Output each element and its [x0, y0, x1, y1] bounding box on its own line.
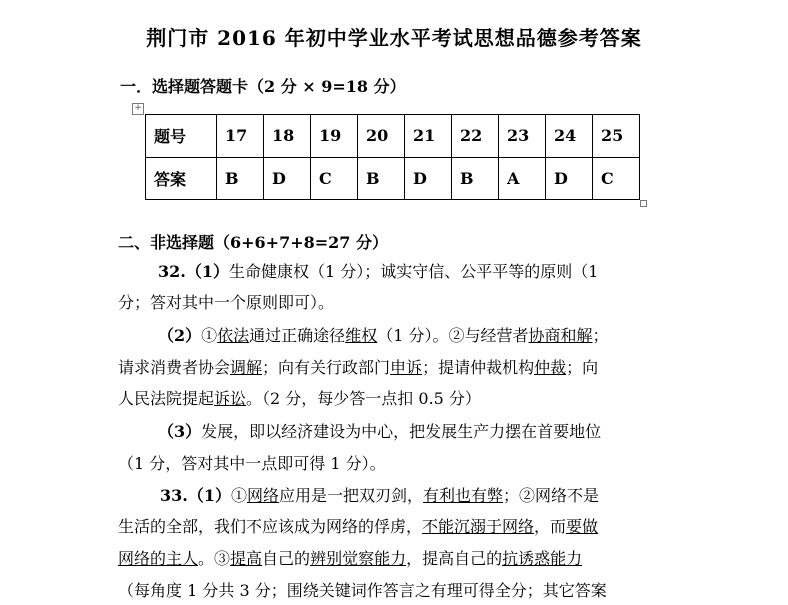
question-number-cell: 25 [593, 115, 640, 158]
question-number-cell: 22 [452, 115, 499, 158]
q32-part2-line1: （2）①依法通过正确途径维权（1 分）。②与经营者协商和解； [158, 326, 609, 345]
q33-part1-line2: 生活的全部，我们不应该成为网络的俘虏，不能沉溺于网络，而要做 [118, 517, 599, 536]
q33-part1-line1: 33.（1）①网络应用是一把双刃剑，有利也有弊；②网络不是 [160, 486, 600, 505]
q32-part1-line2: 分；答对其中一个原则即可）。 [118, 293, 335, 312]
question-number-cell: 18 [264, 115, 311, 158]
table-row-answers [146, 157, 640, 200]
table-header-cell: 答案 [146, 157, 217, 200]
question-number-cell: 17 [217, 115, 264, 158]
question-number-cell: 21 [405, 115, 452, 158]
q33-part1-line3: 网络的主人。③提高自己的辨别觉察能力，提高自己的抗诱惑能力 [118, 549, 583, 568]
table-header-cell: 题号 [146, 115, 217, 158]
answer-cell: C [593, 157, 640, 200]
answer-cell: B [358, 157, 405, 200]
answer-cell: D [546, 157, 593, 200]
question-number-cell: 24 [546, 115, 593, 158]
q32-part1-line1: 32.（1）生命健康权（1 分）；诚实守信、公平平等的原则（1 [158, 262, 599, 281]
section-2-heading: 二、非选择题（6+6+7+8=27 分） [118, 233, 388, 252]
q32-part3-line1: （3）发展，即以经济建设为中心，把发展生产力摆在首要地位 [158, 422, 602, 441]
question-number-cell: 23 [499, 115, 546, 158]
answer-table [145, 114, 640, 200]
table-move-handle-icon[interactable]: + [132, 103, 144, 115]
table-row-numbers [146, 115, 640, 158]
answer-cell: A [499, 157, 546, 200]
answer-cell: C [311, 157, 358, 200]
question-number-cell: 20 [358, 115, 405, 158]
answer-cell: B [217, 157, 264, 200]
page-title: 荆门市 2016 年初中学业水平考试思想品德参考答案 [146, 26, 642, 50]
answer-cell: D [264, 157, 311, 200]
q32-part2-line3: 人民法院提起诉讼。（2 分，每少答一点扣 0.5 分） [118, 389, 481, 408]
q32-part2-line2: 请求消费者协会调解；向有关行政部门申诉；提请仲裁机构仲裁；向 [118, 358, 599, 377]
section-1-heading: 一．选择题答题卡（2 分 × 9=18 分） [120, 77, 406, 96]
table-resize-handle-icon[interactable] [640, 200, 647, 207]
answer-cell: B [452, 157, 499, 200]
q32-part3-line2: （1 分，答对其中一点即可得 1 分）。 [118, 454, 386, 473]
question-number-cell: 19 [311, 115, 358, 158]
answer-cell: D [405, 157, 452, 200]
q33-part1-line4: （每角度 1 分共 3 分；围绕关键词作答言之有理可得全分；其它答案 [118, 581, 607, 600]
